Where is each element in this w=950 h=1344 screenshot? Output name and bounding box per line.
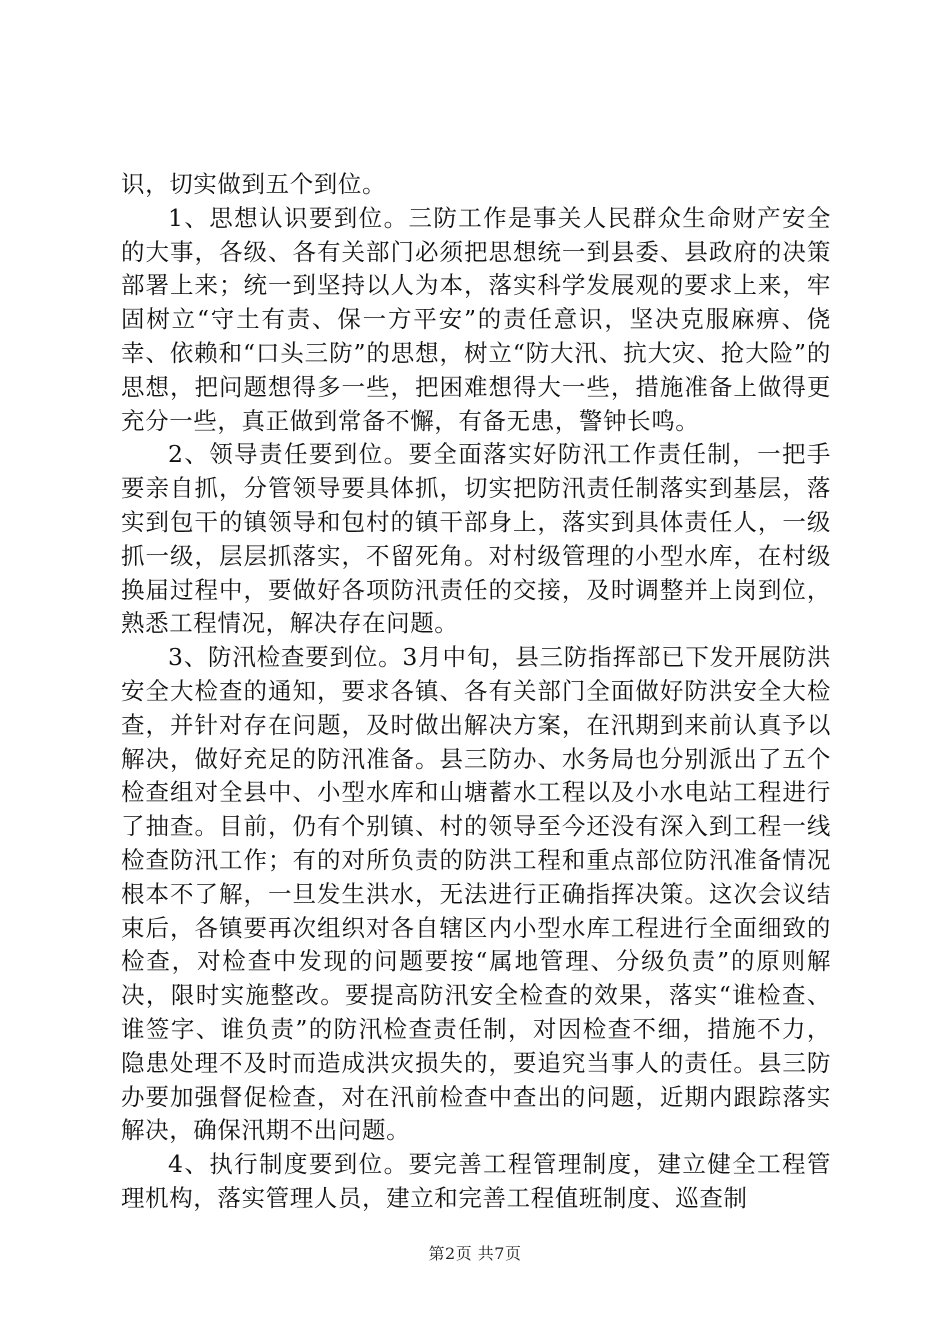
paragraph-system-execution: 4、执行制度要到位。要完善工程管理制度，建立健全工程管理机构，落实管理人员，建立和完善工程值班制度、巡查制	[121, 1150, 831, 1212]
paragraph-continuation: 识，切实做到五个到位。	[121, 170, 387, 198]
paragraph-thought-awareness: 1、思想认识要到位。三防工作是事关人民群众生命财产安全的大事，各级、各有关部门必须把思想统一到县委、县政府的决策部署上来；统一到坚持以人为本，落实科学发展观的要求上来，牢固树立“守土有责、保一方平安”的责任意识，坚决克服麻痹、侥幸、依赖和“口头三防”的思想，树立“防大汛、抗大灾、抢大险”的思想，把问题想得多一些，把困难想得大一些，措施准备上做得更充分一些，真正做到常备不懈，有备无患，警钟长鸣。	[121, 203, 831, 435]
page-number-footer: 第2页 共7页	[428, 1244, 522, 1263]
document-body	[121, 168, 831, 1216]
paragraph-flood-inspection: 3、防汛检查要到位。3月中旬，县三防指挥部已下发开展防洪安全大检查的通知，要求各镇、各有关部门全面做好防洪安全大检查，并针对存在问题，及时做出解决方案，在汛期到来前认真予以解决，做好充足的防汛准备。县三防办、水务局也分别派出了五个检查组对全县中、小型水库和山塘蓄水工程以及小水电站工程进行了抽查。目前，仍有个别镇、村的领导至今还没有深入到工程一线检查防汛工作；有的对所负责的防洪工程和重点部位防汛准备情况根本不了解，一旦发生洪水，无法进行正确指挥决策。这次会议结束后，各镇要再次组织对各自辖区内小型水库工程进行全面细致的检查，对检查中发现的问题要按“属地管理、分级负责”的原则解决，限时实施整改。要提高防汛安全检查的效果，落实“谁检查、谁签字、谁负责”的防汛检查责任制，对因检查不细，措施不力，隐患处理不及时而造成洪灾损失的，要追究当事人的责任。县三防办要加强督促检查，对在汛前检查中查出的问题，近期内跟踪落实解决，确保汛期不出问题。	[121, 643, 831, 1145]
paragraph-leadership-responsibility: 2、领导责任要到位。要全面落实好防汛工作责任制，一把手要亲自抓，分管领导要具体抓，切实把防汛责任制落实到基层，落实到包干的镇领导和包村的镇干部身上，落实到具体责任人，一级抓一级，层层抓落实，不留死角。对村级管理的小型水库，在村级换届过程中，要做好各项防汛责任的交接，及时调整并上岗到位，熟悉工程情况，解决存在问题。	[121, 440, 831, 638]
